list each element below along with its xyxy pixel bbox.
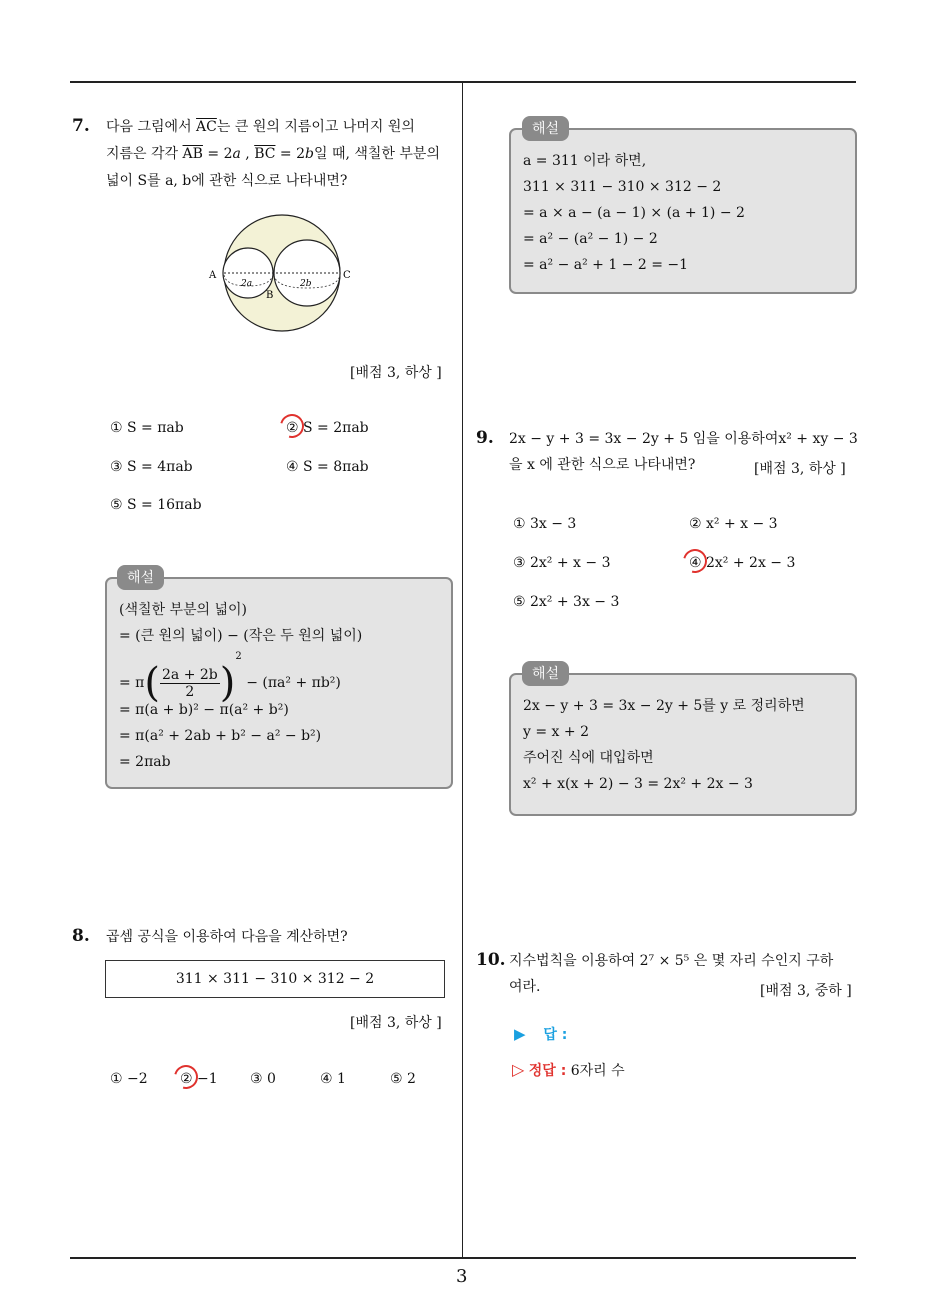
q8-sol-line3: = a × a − (a − 1) × (a + 1) − 2 — [523, 205, 745, 221]
q9-line1: 2x − y + 3 = 3x − 2y + 5 임을 이용하여x² + xy − 3 — [509, 431, 858, 447]
q8-meta: [배점 3, 하상 ] — [350, 1015, 442, 1031]
q8-option-2[interactable]: ② −1 — [180, 1071, 218, 1087]
q7-sol-line1: (색칠한 부분의 넓이) — [119, 602, 248, 618]
q9-sol-line3: 주어진 식에 대입하면 — [523, 750, 654, 766]
label-b: B — [266, 290, 274, 301]
q8-option-1[interactable]: ① −2 — [110, 1071, 148, 1087]
outline-arrow-icon: ▷ — [512, 1060, 525, 1079]
small-circle-b — [274, 240, 340, 306]
q10-line1: 지수법칙을 이용하여 2⁷ × 5⁵ 은 몇 자리 수인지 구하 — [509, 953, 834, 969]
q7-circle-figure — [204, 206, 364, 346]
q9-option-1[interactable]: ① 3x − 3 — [513, 516, 577, 532]
play-arrow-icon: ▶ — [514, 1025, 526, 1043]
q9-meta: [배점 3, 하상 ] — [754, 461, 846, 477]
seg-2b: 2b — [300, 279, 312, 289]
q8-number: 8. — [72, 926, 90, 946]
q7-sol-line6: = 2πab — [119, 754, 171, 770]
q10-number: 10. — [476, 950, 506, 970]
q9-sol-line2: y = x + 2 — [523, 724, 589, 740]
q10-correct-label: 정답 : — [528, 1063, 567, 1079]
q9-option-5[interactable]: ⑤ 2x² + 3x − 3 — [513, 594, 620, 610]
q7-answer-mark — [276, 410, 309, 443]
q10-correct-value: 6자리 수 — [570, 1063, 625, 1079]
q9-option-2[interactable]: ② x² + x − 3 — [689, 516, 778, 532]
q7-text — [106, 114, 456, 195]
q7-sol-line2: = (큰 원의 넓이) − (작은 두 원의 넓이) — [119, 628, 363, 644]
q9-sol-line4: x² + x(x + 2) − 3 = 2x² + 2x − 3 — [523, 776, 753, 792]
q7-sol-line5: = π(a² + 2ab + b² − a² − b²) — [119, 728, 322, 744]
q7-meta: [배점 3, 하상 ] — [350, 365, 442, 381]
label-a: A — [209, 270, 217, 281]
q10-answer-row — [514, 1024, 567, 1044]
q7-option-1[interactable]: ① S = πab — [110, 420, 184, 436]
q7-option-3[interactable]: ③ S = 4πab — [110, 459, 193, 475]
q8-solution-tag: 해설 — [522, 116, 569, 141]
q9-line2: 을 x 에 관한 식으로 나타내면? — [509, 457, 696, 473]
q7-line2: 지름은 각각 $\overline{AB} = 2a$ , $\overline{BC} = 2b$일 때, 색칠한 부분의 — [106, 146, 440, 162]
column-divider — [462, 83, 463, 1258]
q8-expression-box: 311 × 311 − 310 × 312 − 2 — [105, 960, 445, 998]
q7-option-4[interactable]: ④ S = 8πab — [286, 459, 369, 475]
q8-sol-line5: = a² − a² + 1 − 2 = −1 — [523, 257, 689, 273]
q7-option-5[interactable]: ⑤ S = 16πab — [110, 497, 202, 513]
q8-answer-mark — [170, 1061, 203, 1094]
q7-option-2[interactable]: ② S = 2πab — [286, 420, 369, 436]
q10-correct-row — [512, 1060, 625, 1080]
q8-solution-box — [509, 128, 857, 294]
q7-number: 7. — [72, 116, 90, 136]
q9-solution-tag: 해설 — [522, 661, 569, 686]
q9-number: 9. — [476, 428, 494, 448]
q8-sol-line4: = a² − (a² − 1) − 2 — [523, 231, 658, 247]
q10-answer-label: 답 : — [543, 1027, 568, 1043]
q7-solution-tag: 해설 — [117, 565, 164, 590]
q9-option-3[interactable]: ③ 2x² + x − 3 — [513, 555, 611, 571]
q8-option-5[interactable]: ⑤ 2 — [390, 1071, 416, 1087]
q10-line2: 여라. — [509, 979, 541, 995]
q8-sol-line2: 311 × 311 − 310 × 312 − 2 — [523, 179, 722, 195]
top-rule — [70, 81, 856, 83]
q10-meta: [배점 3, 중하 ] — [760, 983, 852, 999]
q7-line3: 넓이 S를 a, b에 관한 식으로 나타내면? — [106, 173, 348, 189]
q9-answer-mark — [679, 545, 712, 578]
q8-text: 곱셈 공식을 이용하여 다음을 계산하면? — [106, 929, 348, 945]
q9-option-4[interactable]: ④ 2x² + 2x − 3 — [689, 555, 796, 571]
q7-solution-box — [105, 577, 453, 789]
q9-sol-line1: 2x − y + 3 = 3x − 2y + 5를 y 로 정리하면 — [523, 698, 805, 714]
bottom-rule — [70, 1257, 856, 1259]
q7-sol-line4: = π(a + b)² − π(a² + b²) — [119, 702, 289, 718]
q9-solution-box — [509, 673, 857, 816]
q8-option-4[interactable]: ④ 1 — [320, 1071, 346, 1087]
q7-line1: 다음 그림에서 $\overline{AC}$는 큰 원의 지름이고 나머지 원의 — [106, 119, 415, 135]
seg-2a: 2a — [241, 279, 253, 289]
q8-sol-line1: a = 311 이라 하면, — [523, 153, 647, 169]
page-number: 3 — [456, 1266, 468, 1287]
q7-sol-line3: = π( $\frac{2a + 2b}{2}$ )$^2$ − (πa² + πb²) — [119, 651, 341, 706]
label-c: C — [343, 270, 351, 281]
q8-option-3[interactable]: ③ 0 — [250, 1071, 276, 1087]
